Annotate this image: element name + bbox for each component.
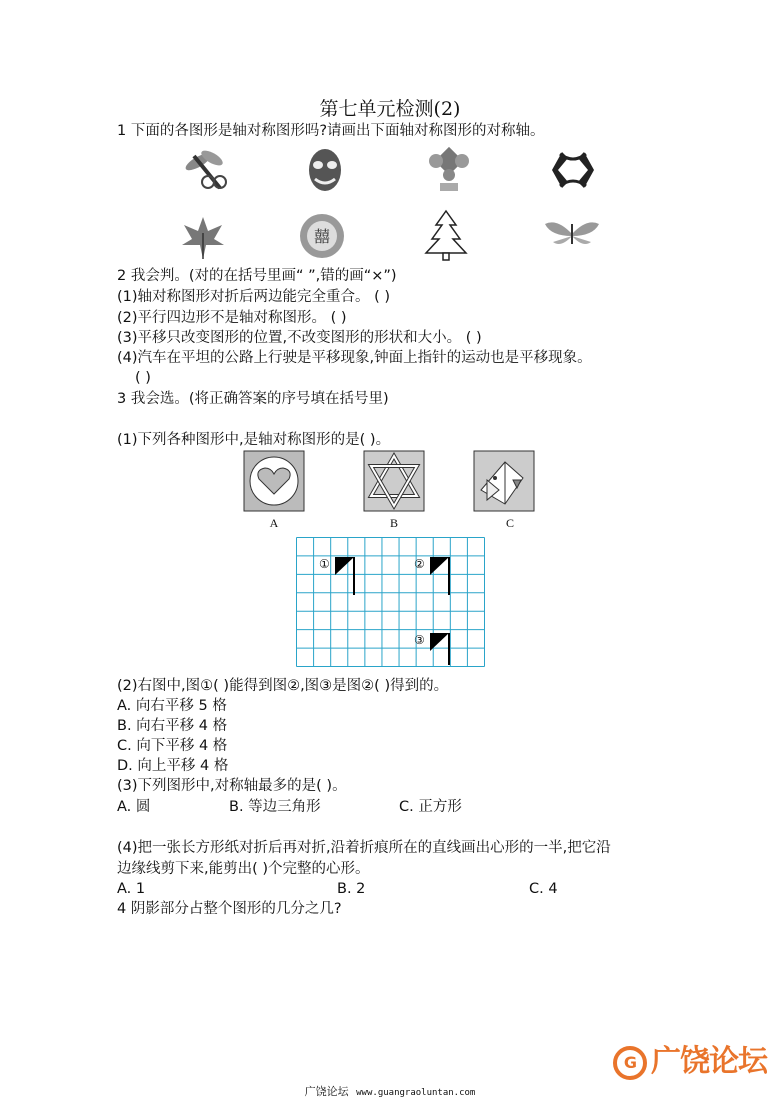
question-2-item-1: (1)轴对称图形对折后两边能完全重合。 ( ): [117, 289, 391, 305]
figure-label-c: C: [505, 516, 514, 530]
question-3-header: 3 我会选。(将正确答案的序号填在括号里): [117, 391, 389, 407]
option-4a: A. 1: [117, 881, 146, 897]
chinese-knot-icon: [426, 145, 472, 195]
question-3-sub-1: (1)下列各种图形中,是轴对称图形的是( )。: [117, 432, 391, 448]
dragonfly-icon: [180, 148, 230, 194]
page-footer: [0, 1083, 780, 1099]
double-happiness-icon: [298, 212, 346, 260]
opera-mask-icon: [305, 145, 345, 193]
grid-mark-1: ①: [319, 557, 330, 571]
brand-logo: G 广饶论坛: [613, 1036, 767, 1080]
question-2-item-2: (2)平行四边形不是轴对称图形。 ( ): [117, 310, 347, 326]
option-2b: B. 向右平移 4 格: [117, 718, 228, 734]
leaf-icon: [178, 213, 228, 261]
figure-label-b: B: [389, 516, 398, 530]
flag-1-icon: [332, 555, 356, 597]
grid-mark-3: ③: [414, 633, 425, 647]
question-3-sub-2: (2)右图中,图①( )能得到图②,图③是图②( )得到的。: [117, 678, 449, 694]
butterfly-icon: [543, 218, 601, 250]
svg-text:囍: 囍: [313, 227, 331, 246]
option-4c: C. 4: [529, 881, 558, 897]
figure-label-a: A: [269, 516, 279, 530]
question-2-item-3: (3)平移只改变图形的位置,不改变图形的形状和大小。 ( ): [117, 330, 482, 346]
question-3-sub-4-line-1: (4)把一张长方形纸对折后再对折,沿着折痕所在的直线画出心形的一半,把它沿: [117, 840, 611, 856]
footer-url[interactable]: www.guangraoluntan.com: [356, 1088, 476, 1098]
logo-g-icon: G: [613, 1046, 647, 1080]
option-2d: D. 向上平移 4 格: [117, 758, 229, 774]
ornament-frame-icon: [548, 148, 598, 192]
option-4b: B. 2: [337, 881, 366, 897]
pine-tree-icon: [422, 209, 470, 261]
question-2-item-4: (4)汽车在平坦的公路上行驶是平移现象,钟面上指针的运动也是平移现象。: [117, 350, 592, 366]
figure-c-fish: [473, 450, 535, 512]
page-title: 第七单元检测(2): [319, 98, 461, 120]
footer-site-name: 广饶论坛: [304, 1085, 349, 1098]
figure-b-star: [363, 450, 425, 512]
grid-mark-2: ②: [414, 557, 425, 571]
question-4: 4 阴影部分占整个图形的几分之几?: [117, 901, 342, 917]
question-3-sub-4-line-2: 边缘线剪下来,能剪出( )个完整的心形。: [117, 861, 370, 877]
figure-a-heart: [243, 450, 305, 512]
question-2-item-4-bracket: ( ): [135, 370, 151, 386]
question-1: 1 下面的各图形是轴对称图形吗?请画出下面轴对称图形的对称轴。: [117, 123, 545, 139]
option-2a: A. 向右平移 5 格: [117, 698, 227, 714]
question-3-sub-3: (3)下列图形中,对称轴最多的是( )。: [117, 778, 347, 794]
option-3c: C. 正方形: [399, 799, 462, 815]
option-3b: B. 等边三角形: [229, 799, 321, 815]
option-2c: C. 向下平移 4 格: [117, 738, 228, 754]
question-2-header: 2 我会判。(对的在括号里画“ ”,错的画“×”): [117, 268, 397, 284]
flag-3-icon: [427, 631, 451, 667]
option-3a: A. 圆: [117, 799, 151, 815]
flag-2-icon: [427, 555, 451, 597]
